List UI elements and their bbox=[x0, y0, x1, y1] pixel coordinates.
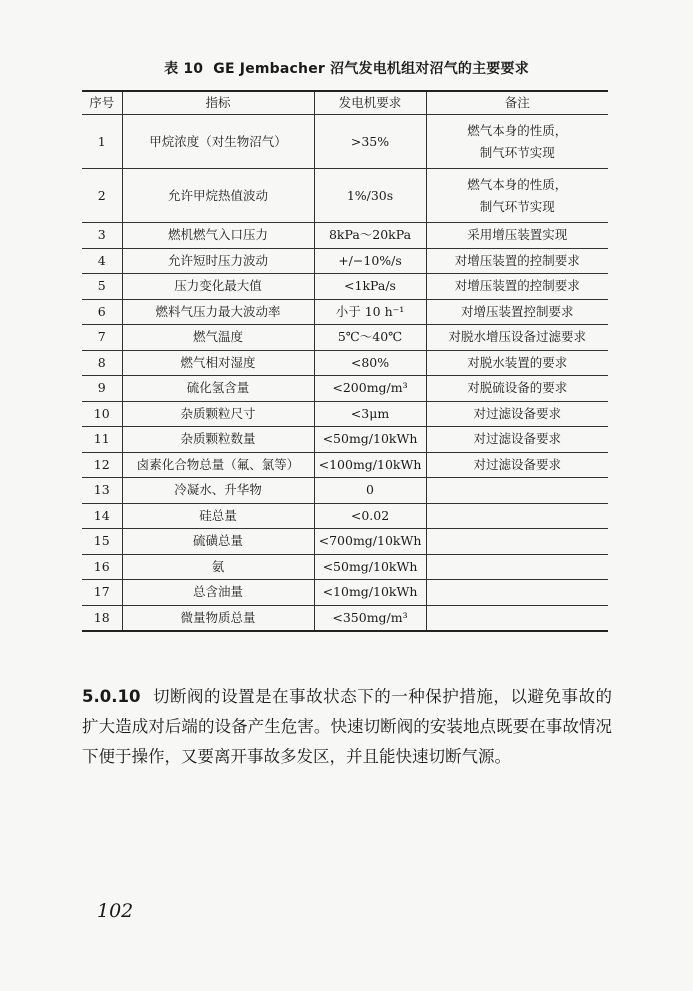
cell-item: 燃机燃气入口压力 bbox=[122, 223, 314, 249]
table-caption bbox=[0, 58, 693, 78]
cell-requirement: <200mg/m³ bbox=[314, 376, 426, 402]
cell-no: 3 bbox=[82, 223, 122, 249]
table-row bbox=[82, 401, 608, 427]
note-line: 燃气本身的性质， bbox=[467, 176, 568, 192]
cell-item: 压力变化最大值 bbox=[122, 274, 314, 300]
cell-item: 燃气相对湿度 bbox=[122, 350, 314, 376]
table-row bbox=[82, 554, 608, 580]
cell-no: 13 bbox=[82, 478, 122, 504]
cell-requirement: 小于 10 h⁻¹ bbox=[314, 299, 426, 325]
table-row bbox=[82, 325, 608, 351]
cell-no: 1 bbox=[82, 115, 122, 169]
cell-note: 对脱水装置的要求 bbox=[426, 350, 608, 376]
header-requirement: 发电机要求 bbox=[314, 91, 426, 115]
header-item: 指标 bbox=[122, 91, 314, 115]
note-line: 制气环节实现 bbox=[479, 144, 555, 160]
table-row bbox=[82, 274, 608, 300]
cell-requirement: 5℃～40℃ bbox=[314, 325, 426, 351]
cell-item: 甲烷浓度（对生物沼气） bbox=[122, 115, 314, 169]
header-note: 备注 bbox=[426, 91, 608, 115]
cell-note: 对脱水增压设备过滤要求 bbox=[426, 325, 608, 351]
table-row bbox=[82, 248, 608, 274]
requirements-table bbox=[82, 90, 608, 632]
cell-note: 对脱硫设备的要求 bbox=[426, 376, 608, 402]
cell-item: 允许甲烷热值波动 bbox=[122, 169, 314, 223]
table-row bbox=[82, 223, 608, 249]
cell-no: 5 bbox=[82, 274, 122, 300]
cell-requirement: <50mg/10kWh bbox=[314, 554, 426, 580]
cell-item: 微量物质总量 bbox=[122, 605, 314, 631]
cell-note bbox=[426, 478, 608, 504]
cell-no: 12 bbox=[82, 452, 122, 478]
table-title: GE Jembacher 沼气发电机组对沼气的主要要求 bbox=[213, 61, 529, 77]
cell-requirement: 8kPa～20kPa bbox=[314, 223, 426, 249]
cell-no: 6 bbox=[82, 299, 122, 325]
cell-no: 14 bbox=[82, 503, 122, 529]
cell-no: 2 bbox=[82, 169, 122, 223]
cell-item: 杂质颗粒尺寸 bbox=[122, 401, 314, 427]
table-row bbox=[82, 605, 608, 631]
cell-item: 硫化氢含量 bbox=[122, 376, 314, 402]
cell-requirement: >35% bbox=[314, 115, 426, 169]
cell-note: 对增压装置的控制要求 bbox=[426, 248, 608, 274]
cell-no: 16 bbox=[82, 554, 122, 580]
cell-note: 采用增压装置实现 bbox=[426, 223, 608, 249]
note-line: 制气环节实现 bbox=[479, 198, 555, 214]
cell-note bbox=[426, 169, 608, 223]
cell-no: 15 bbox=[82, 529, 122, 555]
table-row bbox=[82, 503, 608, 529]
table-row bbox=[82, 580, 608, 606]
cell-requirement: <0.02 bbox=[314, 503, 426, 529]
cell-no: 8 bbox=[82, 350, 122, 376]
page-number: 102 bbox=[97, 900, 134, 922]
cell-requirement: 1%/30s bbox=[314, 169, 426, 223]
cell-requirement: <700mg/10kWh bbox=[314, 529, 426, 555]
table-row bbox=[82, 115, 608, 169]
header-no: 序号 bbox=[82, 91, 122, 115]
table-header-row bbox=[82, 91, 608, 115]
cell-requirement: <80% bbox=[314, 350, 426, 376]
cell-no: 4 bbox=[82, 248, 122, 274]
table-number: 表 10 bbox=[164, 61, 204, 77]
cell-requirement: <3μm bbox=[314, 401, 426, 427]
cell-requirement: <100mg/10kWh bbox=[314, 452, 426, 478]
cell-note: 对过滤设备要求 bbox=[426, 427, 608, 453]
table-row bbox=[82, 427, 608, 453]
table-row bbox=[82, 529, 608, 555]
cell-requirement: 0 bbox=[314, 478, 426, 504]
cell-note bbox=[426, 503, 608, 529]
cell-note: 对过滤设备要求 bbox=[426, 452, 608, 478]
cell-note bbox=[426, 580, 608, 606]
cell-requirement: <350mg/m³ bbox=[314, 605, 426, 631]
table-row bbox=[82, 376, 608, 402]
cell-item: 燃料气压力最大波动率 bbox=[122, 299, 314, 325]
cell-item: 冷凝水、升华物 bbox=[122, 478, 314, 504]
cell-note bbox=[426, 115, 608, 169]
body-paragraph bbox=[82, 682, 612, 772]
cell-item: 氨 bbox=[122, 554, 314, 580]
cell-note bbox=[426, 554, 608, 580]
clause-number: 5.0.10 bbox=[82, 687, 141, 706]
cell-item: 卤素化合物总量（氟、氯等） bbox=[122, 452, 314, 478]
cell-requirement: <1kPa/s bbox=[314, 274, 426, 300]
cell-note: 对增压装置的控制要求 bbox=[426, 274, 608, 300]
cell-item: 硫磺总量 bbox=[122, 529, 314, 555]
table-row bbox=[82, 299, 608, 325]
cell-note bbox=[426, 605, 608, 631]
cell-item: 硅总量 bbox=[122, 503, 314, 529]
cell-item: 允许短时压力波动 bbox=[122, 248, 314, 274]
cell-item: 杂质颗粒数量 bbox=[122, 427, 314, 453]
cell-requirement: <50mg/10kWh bbox=[314, 427, 426, 453]
cell-no: 18 bbox=[82, 605, 122, 631]
cell-no: 17 bbox=[82, 580, 122, 606]
table-row bbox=[82, 350, 608, 376]
cell-note: 对过滤设备要求 bbox=[426, 401, 608, 427]
cell-no: 11 bbox=[82, 427, 122, 453]
cell-note: 对增压装置控制要求 bbox=[426, 299, 608, 325]
note-line: 燃气本身的性质， bbox=[467, 122, 568, 138]
cell-no: 7 bbox=[82, 325, 122, 351]
table-row bbox=[82, 452, 608, 478]
table-row bbox=[82, 478, 608, 504]
cell-item: 燃气温度 bbox=[122, 325, 314, 351]
cell-item: 总含油量 bbox=[122, 580, 314, 606]
cell-no: 9 bbox=[82, 376, 122, 402]
paragraph-text: 切断阀的设置是在事故状态下的一种保护措施，以避免事故的扩大造成对后端的设备产生危害。快速切断阀的安装地点既要在事故情况下便于操作，又要离开事故多发区，并且能快速切断气源。 bbox=[82, 687, 612, 766]
cell-requirement: <10mg/10kWh bbox=[314, 580, 426, 606]
cell-no: 10 bbox=[82, 401, 122, 427]
cell-requirement: +/−10%/s bbox=[314, 248, 426, 274]
table-row bbox=[82, 169, 608, 223]
cell-note bbox=[426, 529, 608, 555]
